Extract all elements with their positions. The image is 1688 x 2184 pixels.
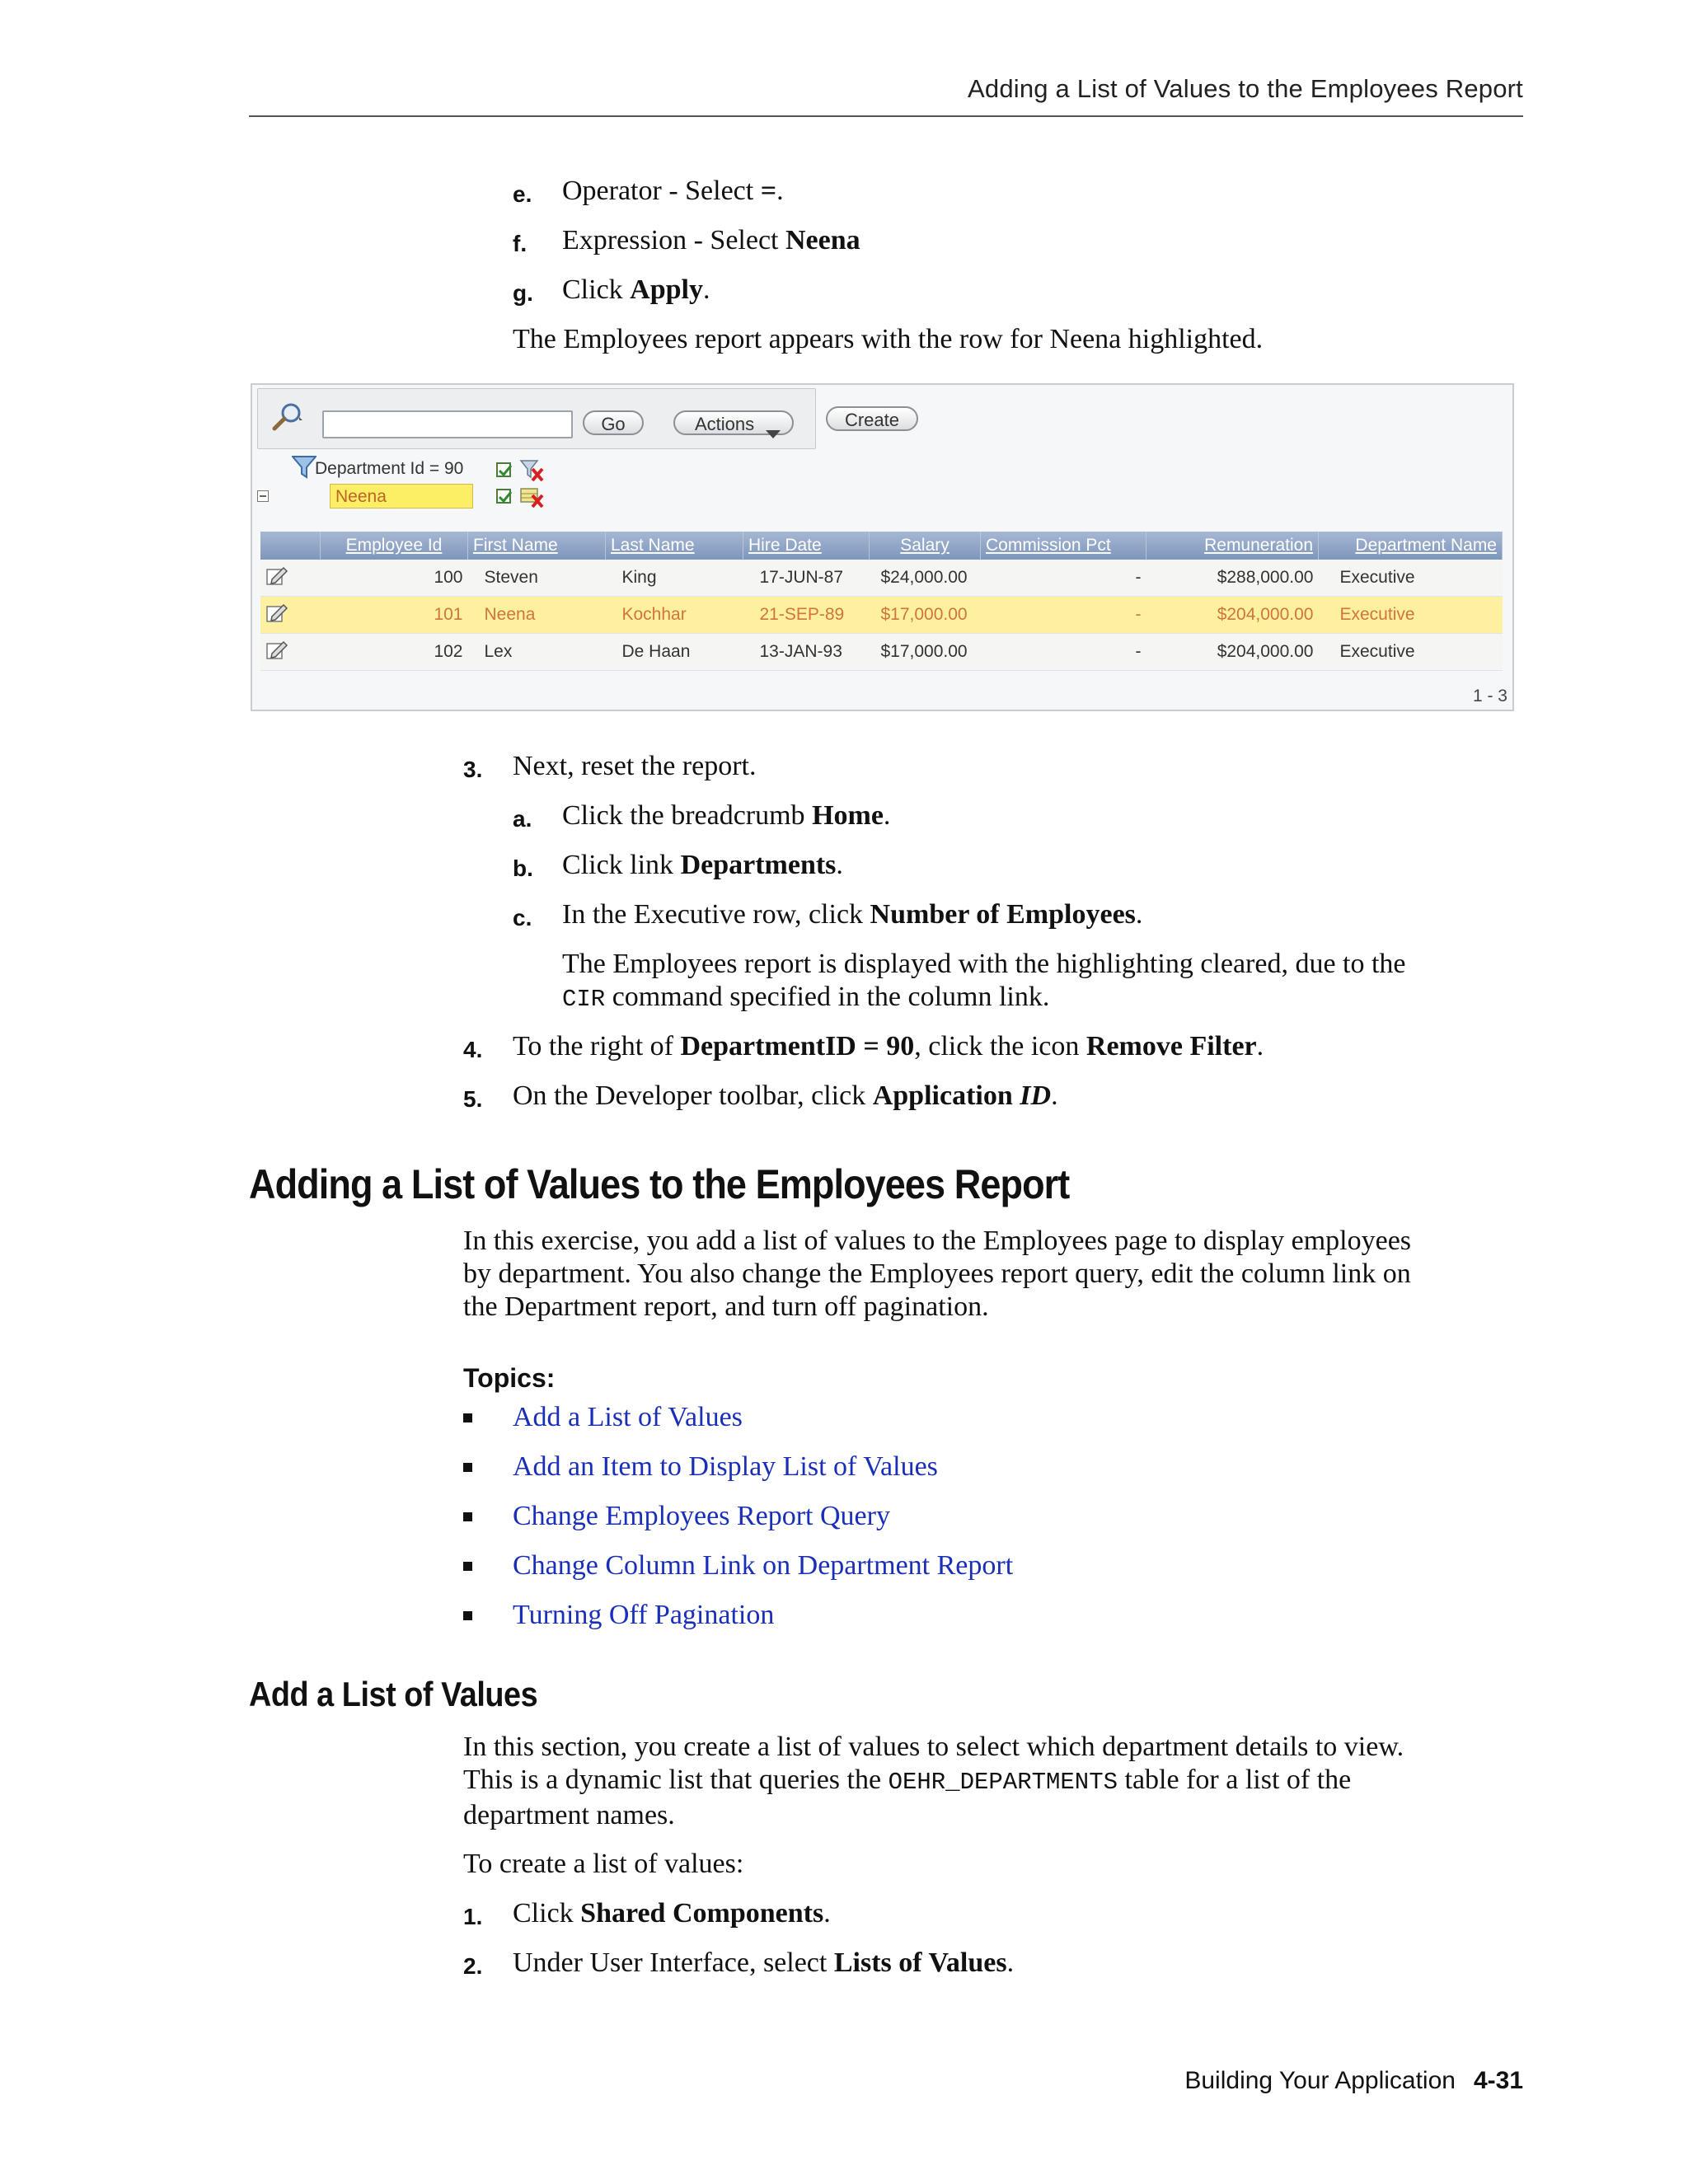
step-text: Click [562, 274, 631, 305]
edit-column-header [260, 532, 321, 560]
step-text: . [776, 176, 784, 206]
column-header[interactable]: Employee Id [321, 532, 468, 560]
step-bold: Application [872, 1080, 1020, 1111]
go-button[interactable]: Go [583, 410, 644, 435]
section-intro [463, 1225, 1411, 1324]
search-bar [257, 388, 816, 449]
page-number: 4-31 [1473, 2067, 1523, 2094]
table-cell: $24,000.00 [870, 560, 981, 597]
step-bold: Remove Filter [1085, 1031, 1257, 1062]
step-number: 1. [463, 1904, 483, 1929]
search-icon[interactable] [270, 401, 306, 438]
column-header[interactable]: Commission Pct [981, 532, 1146, 560]
intro-line: In this exercise, you add a list of values to the Employees page to display employees [463, 1226, 1412, 1256]
step-text: . [703, 274, 710, 305]
step-text: . [883, 800, 891, 831]
highlight-enabled-checkbox[interactable] [496, 489, 511, 504]
table-cell: Neena [468, 597, 606, 634]
create-lov-text: To create a list of values: [463, 1849, 744, 1879]
create-button[interactable]: Create [826, 406, 918, 431]
step-number: 3. [463, 757, 483, 782]
bullet [463, 1611, 472, 1620]
table-cell: 100 [321, 560, 468, 597]
funnel-icon [292, 456, 316, 483]
bullet [463, 1463, 472, 1472]
header-rule [249, 115, 1523, 117]
topic-link[interactable]: Change Employees Report Query [513, 1501, 890, 1531]
step-text: . [836, 850, 843, 880]
running-header: Adding a List of Values to the Employees Report [968, 74, 1523, 103]
step-text: To the right of [513, 1031, 681, 1062]
filter-label: Department Id = 90 [315, 459, 464, 478]
page-footer [1184, 2067, 1523, 2095]
intro-line: the Department report, and turn off pagination. [463, 1291, 989, 1322]
step-text: . [1051, 1080, 1058, 1111]
step-bold: Apply [630, 274, 703, 305]
highlight-label: Neena [330, 484, 473, 509]
code-text: CIR [562, 986, 606, 1013]
step-text: Operator - Select [562, 176, 761, 206]
step-bold-italic: ID [1020, 1080, 1052, 1111]
column-header[interactable]: Hire Date [743, 532, 870, 560]
table-cell: $288,000.00 [1146, 560, 1319, 597]
table-cell: 17-JUN-87 [743, 560, 870, 597]
table-cell: - [981, 597, 1146, 634]
step-text: Next, reset the report. [513, 751, 757, 781]
column-header[interactable]: First Name [468, 532, 606, 560]
report-screenshot [251, 383, 1514, 711]
step-text: . [1135, 899, 1143, 930]
column-header[interactable]: Remuneration [1146, 532, 1319, 560]
step-bold: Shared Components [580, 1898, 824, 1929]
step-bold: = [760, 176, 777, 206]
remove-highlight-icon[interactable] [519, 485, 546, 513]
section-heading: Adding a List of Values to the Employees Report [249, 1161, 1070, 1207]
step-text: . [1006, 1947, 1015, 1978]
topic-link[interactable]: Turning Off Pagination [513, 1600, 775, 1630]
intro-line: This is a dynamic list that queries the [463, 1765, 889, 1795]
table-cell: 102 [321, 634, 468, 671]
step-text: Click [513, 1898, 581, 1929]
code-text: OEHR_DEPARTMENTS [888, 1769, 1118, 1796]
table-cell: Lex [468, 634, 606, 671]
table-cell: $204,000.00 [1146, 634, 1319, 671]
note-line: The Employees report is displayed with the highlighting cleared, due to the [562, 949, 1406, 979]
step-bold: Home [812, 800, 884, 831]
table-cell: Steven [468, 560, 606, 597]
edit-icon[interactable] [260, 560, 321, 597]
bullet [463, 1512, 472, 1521]
table-cell: Executive [1319, 560, 1503, 597]
footer-label: Building Your Application [1184, 2067, 1456, 2094]
subsection-intro [463, 1731, 1404, 1832]
step-bold: Number of Employees [870, 899, 1136, 930]
filter-area [257, 459, 587, 533]
filter-enabled-checkbox[interactable] [496, 462, 511, 477]
table-row [260, 634, 1503, 671]
step-number: 2. [463, 1953, 483, 1979]
search-input[interactable] [322, 410, 573, 438]
table-cell: $17,000.00 [870, 634, 981, 671]
topic-link[interactable]: Add an Item to Display List of Values [513, 1451, 938, 1482]
column-header[interactable]: Salary [870, 532, 981, 560]
topics-label: Topics: [463, 1363, 556, 1393]
step-number: 4. [463, 1037, 483, 1062]
step-text: In the Executive row, click [562, 899, 870, 930]
table-cell: De Haan [606, 634, 743, 671]
subsection-heading: Add a List of Values [249, 1675, 538, 1713]
topic-link[interactable]: Change Column Link on Department Report [513, 1550, 1014, 1581]
step-bold: Neena [785, 225, 860, 255]
step-number: e. [513, 181, 532, 207]
table-cell: 101 [321, 597, 468, 634]
edit-icon[interactable] [260, 597, 321, 634]
topic-link[interactable]: Add a List of Values [513, 1402, 743, 1432]
table-cell: 13-JAN-93 [743, 634, 870, 671]
step-number: 5. [463, 1086, 483, 1112]
table-cell: - [981, 634, 1146, 671]
step-text: Under User Interface, select [513, 1947, 834, 1978]
actions-button[interactable] [673, 410, 794, 435]
edit-icon[interactable] [260, 634, 321, 671]
intro-line: In this section, you create a list of values to select which department details to view. [463, 1732, 1404, 1762]
pagination-label: 1 - 3 [1472, 687, 1507, 705]
step-number: a. [513, 806, 532, 832]
table-cell: $204,000.00 [1146, 597, 1319, 634]
step-text: On the Developer toolbar, click [513, 1080, 873, 1111]
table-cell: Executive [1319, 634, 1503, 671]
chevron-down-icon [766, 420, 781, 445]
table-cell: - [981, 560, 1146, 597]
step-bold: Departments [680, 850, 837, 880]
step-text: , click the icon [914, 1031, 1086, 1062]
collapse-icon[interactable] [257, 490, 269, 506]
step-text: . [1256, 1031, 1264, 1062]
remove-filter-icon[interactable] [519, 459, 546, 486]
step-3c-note [562, 948, 1406, 1016]
step-text: Click the breadcrumb [562, 800, 813, 831]
step-text: Expression - Select [562, 225, 785, 255]
bullet [463, 1562, 472, 1571]
result-text: The Employees report appears with the row for Neena highlighted. [513, 324, 1264, 354]
step-number: b. [513, 855, 533, 881]
table-header-row [260, 532, 1503, 560]
column-header[interactable]: Last Name [606, 532, 743, 560]
table-cell: $17,000.00 [870, 597, 981, 634]
actions-label: Actions [695, 414, 755, 434]
intro-line: by department. You also change the Employees report query, edit the column link on [463, 1258, 1411, 1289]
bullet [463, 1413, 472, 1422]
step-number: c. [513, 905, 532, 930]
step-number: f. [513, 231, 528, 256]
table-row [260, 560, 1503, 597]
step-text: . [823, 1898, 831, 1929]
step-number: g. [513, 280, 533, 306]
step-bold: Lists of Values [833, 1947, 1007, 1978]
column-header[interactable]: Department Name [1319, 532, 1503, 560]
report-table [260, 532, 1503, 671]
table-cell: King [606, 560, 743, 597]
highlighted-table-row [260, 597, 1503, 634]
intro-line: table for a list of the [1118, 1765, 1352, 1795]
table-cell: 21-SEP-89 [743, 597, 870, 634]
intro-line: department names. [463, 1800, 675, 1830]
step-bold: DepartmentID = 90 [680, 1031, 915, 1062]
step-text: Click link [562, 850, 681, 880]
table-cell: Kochhar [606, 597, 743, 634]
table-cell: Executive [1319, 597, 1503, 634]
note-line: command specified in the column link. [605, 982, 1050, 1012]
